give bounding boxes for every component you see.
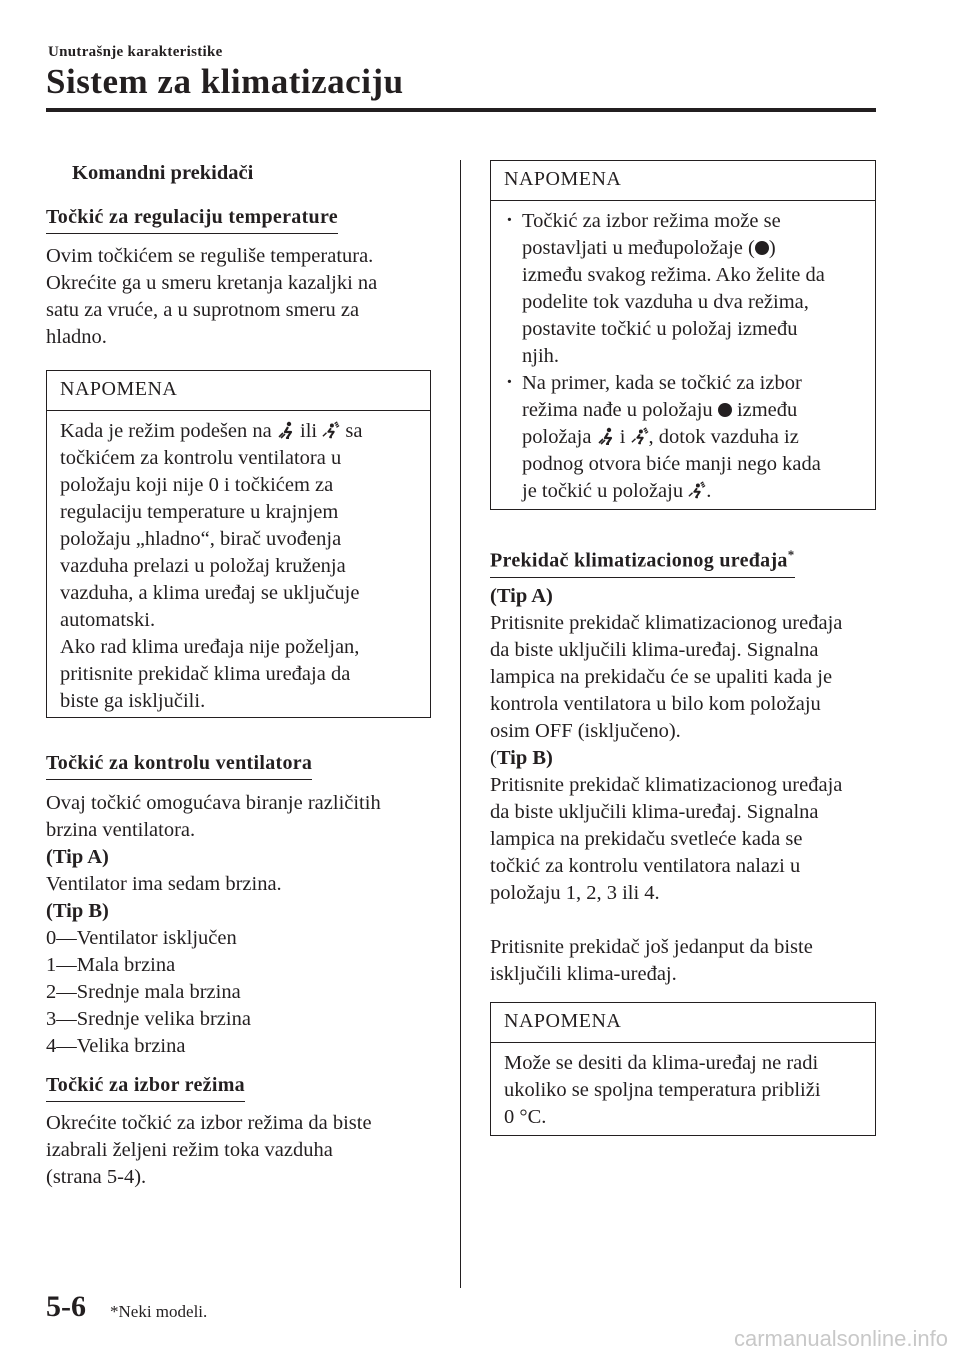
note-label: NAPOMENA: [491, 161, 875, 201]
footnote: *Neki modeli.: [110, 1302, 208, 1321]
column-divider: [460, 160, 461, 1288]
feet-airflow-icon: [277, 421, 295, 439]
page-number: 5-6: [46, 1290, 86, 1323]
page-title: Sistem za klimatizaciju: [46, 62, 404, 101]
intermediate-position-dot: [755, 241, 769, 255]
fan-dial-title: Točkić za kontrolu ventilatora: [46, 750, 312, 780]
controls-heading: Komandni prekidači: [72, 162, 254, 184]
mode-dial-text: Okrećite točkić za izbor režima da biste izabrali željeni režim toka vazduha (strana 5-4).: [46, 1112, 372, 1188]
intermediate-position-dot: [718, 403, 732, 417]
header-rule: [46, 108, 876, 112]
ac-switch-title: Prekidač klimatizacionog uređaja*: [490, 542, 795, 578]
feet-defrost-airflow-icon: [322, 421, 340, 439]
feet-defrost-airflow-icon: [688, 481, 706, 499]
mode-dial-title: Točkić za izbor režima: [46, 1072, 245, 1102]
feet-airflow-icon: [597, 427, 615, 445]
ac-switch-text: (Tip A) Pritisnite prekidač klimatizacionog uređaja da biste uključili klima-uređaj. Signalna lampica na prekidaču će se upaliti kada je kontrola ventilatora u bilo kom položaju osim OFF (isključeno). (Tip B) Pritisnite prekidač klimatizacionog uređaja da biste uključili klima-uređaj. Signalna lampica na prekidaču svetleće kada se točkić za kontrolu ventilatora nalazi u položaju 1, 2, 3 ili 4. Pritisnite prekidač još jedanput da biste isključili klima-uređaj.: [490, 585, 843, 985]
watermark: carmanualsonline.info: [733, 1326, 948, 1351]
temp-dial-text: Ovim točkićem se reguliše temperatura. Okrećite ga u smeru kretanja kazaljki na satu za vruće, a u suprotnom smeru za hladno.: [46, 245, 378, 348]
fan-dial-text: Ovaj točkić omogućava biranje različitih brzina ventilatora. (Tip A) Ventilator ima sedam brzina. (Tip B) 0―Ventilator isključen 1―Mala brzina 2―Srednje mala brzina 3―Srednje velika brzina 4―Velika brzina: [46, 792, 381, 1057]
note-box-3: NAPOMENA Može se desiti da klima-uređaj ne radi ukoliko se spoljna temperatura približi 0 °C.: [490, 1002, 876, 1136]
note-box-1: NAPOMENA Kada je režim podešen na ili sa točkićem za kontrolu ventilatora u položaju koji nije 0 i točkićem za regulaciju temperature u krajnjem položaju „hladno“, birač uvođenja vazduha prelazi u položaj kruženja vazduha, a klima uređaj se uključuje automatski. Ako rad klima uređaja nije poželjan, pritisnite prekidač klima uređaja da biste ga isključili.: [46, 370, 431, 718]
section-label: Unutrašnje karakteristike: [48, 44, 223, 60]
temp-dial-title: Točkić za regulaciju temperature: [46, 204, 338, 234]
feet-defrost-airflow-icon: [631, 427, 649, 445]
note-label: NAPOMENA: [491, 1003, 875, 1043]
note-label: NAPOMENA: [47, 371, 430, 411]
note-box-2: NAPOMENA · Točkić za izbor režima može se postavljati u međupoložaje ( ) između svakog režima. Ako želite da podelite tok vazduha u dva režima, postavite točkić u položaj između njih. · Na primer, kada se točkić za izbor režima nađe u položaju između položaja i , dotok vazduha iz podnog otvora biće manji nego kada je točkić u položaju .: [490, 160, 876, 510]
